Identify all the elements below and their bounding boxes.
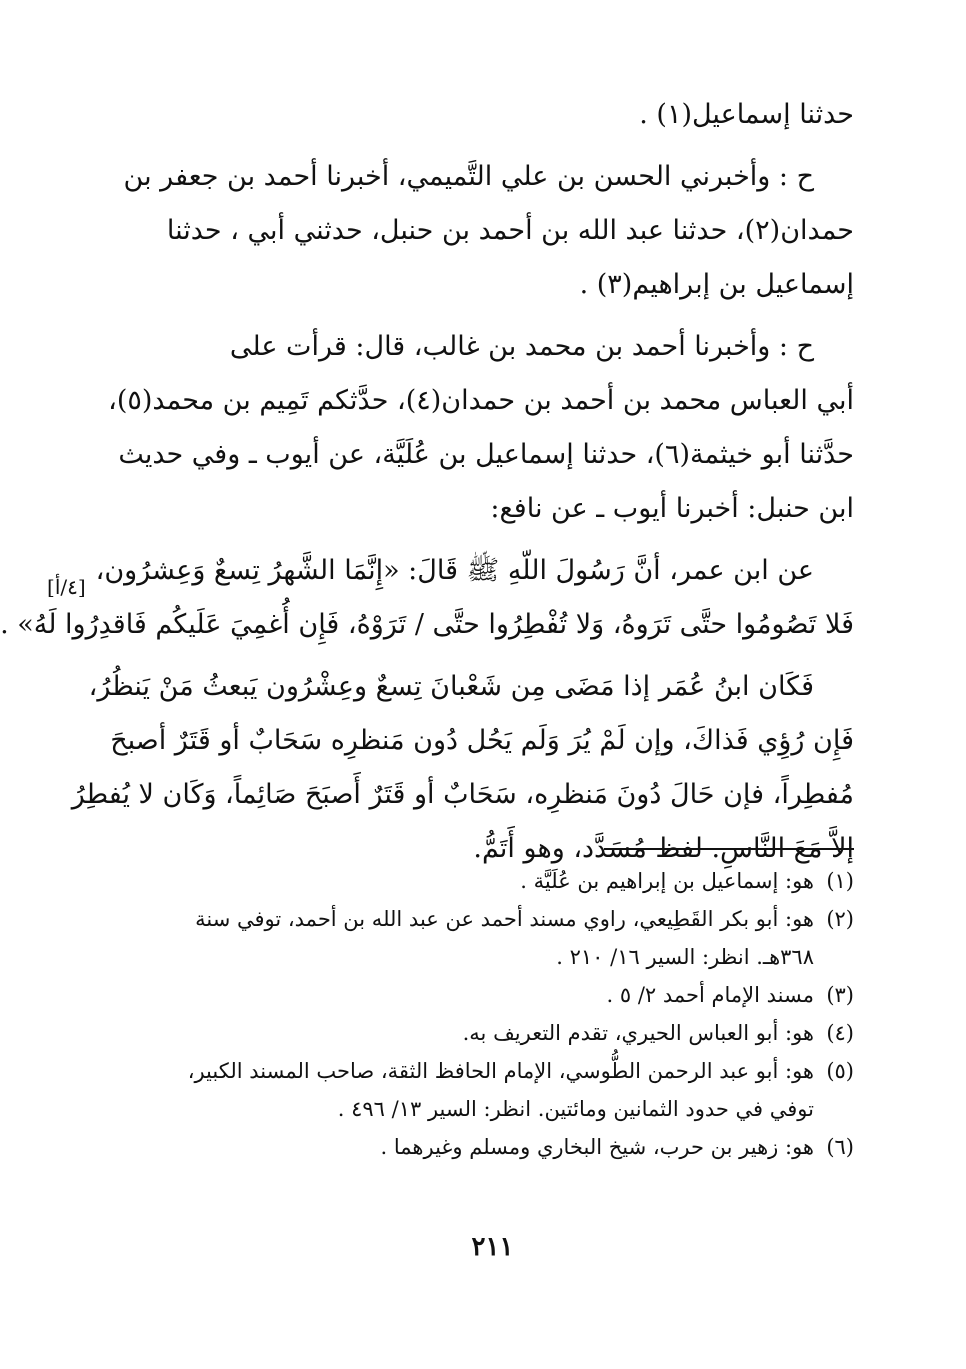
text-line: ابن حنبل: أخبرنا أيوب ـ عن نافع: — [490, 493, 854, 524]
text-line: ح : وأخبرني الحسن بن علي التَّميمي، أخبرنا أحمد بن جعفر بن — [123, 161, 814, 192]
footnote-text: مسند الإمام أحمد ٢/ ٥ . — [606, 983, 814, 1007]
text-line: عن ابن عمر، أنَّ رَسُولَ اللّهِ ﷺ قَالَ: «إِنَّمَا الشَّهرُ تِسعٌ وَعِشرُون، — [95, 555, 814, 586]
footnote-number: (٦) — [826, 1135, 854, 1159]
footnote — [131, 976, 854, 1014]
footnote-text: ٣٦٨هـ. انظر: السير ١٦/ ٢١٠ . — [556, 945, 814, 969]
footnote-number: (٤) — [826, 1021, 854, 1045]
footnote-number: (٥) — [826, 1059, 854, 1083]
footnote-divider — [604, 848, 854, 850]
footnote-number: (٣) — [826, 983, 854, 1007]
text-line: إلاَّ مَعَ النَّاسِ. لفظ مُسَدَّد، وهو أَتَمُّ. — [473, 833, 854, 864]
text-line: مُفطِراً، فإن حَالَ دُونَ مَنظرِه، سَحَابٌ أو قَتَرٌ أَصبَحَ صَائِماً، وَكَان لا يُفطِرُ — [71, 779, 854, 810]
footnote — [131, 1052, 854, 1128]
footnote — [131, 1128, 854, 1166]
text-line: أبي العباس محمد بن أحمد بن حمدان(٤)، حدَّثكم تَمِيم بن محمد(٥)، — [108, 385, 854, 416]
footnote — [131, 900, 854, 976]
footnote-text: هو: زهير بن حرب، شيخ البخاري ومسلم وغيرهما . — [380, 1135, 814, 1159]
manuscript-folio-ref: [٤/أ] — [47, 575, 86, 599]
text-line: فَلا تَصُومُوا حتَّى تَرَوهُ، وَلا تُفْطِرُوا حتَّى / تَرَوْهُ، فَإِن أُغمِيَ عَلَيكُم فَاقدِرُوا لَهُ» . — [0, 609, 854, 640]
footnote-text: هو: أبو بكر القَطِيعي، راوي مسند أحمد عن عبد الله بن أحمد، توفي سنة — [195, 907, 814, 931]
paragraph-3 — [108, 320, 854, 536]
text-line: ح : وأخبرنا أحمد بن محمد بن غالب، قال: قرأت على — [229, 331, 814, 362]
footnote-number: (٢) — [826, 907, 854, 931]
footnote — [131, 862, 854, 900]
text-line: إسماعيل بن إبراهيم(٣) . — [579, 269, 854, 300]
footnote-number: (١) — [826, 869, 854, 893]
footnotes — [131, 862, 854, 1166]
paragraph-1 — [131, 88, 854, 142]
text-line: حمدان(٢)، حدثنا عبد الله بن أحمد بن حنبل، حدثني أبي ، حدثنا — [166, 215, 854, 246]
text-line: فَكَان ابنُ عُمَر إذا مَضَى مِن شَعْبانَ تِسعٌ وعِشْرُون يَبعثُ مَنْ يَنظُرُ، — [88, 671, 814, 702]
paragraph-5 — [71, 660, 854, 876]
text-line: حدثنا إسماعيل(١) . — [639, 99, 854, 130]
footnote-text: هو: إسماعيل بن إبراهيم بن عُلَيَّة . — [520, 869, 814, 893]
footnote-text: توفي في حدود الثمانين ومائتين. انظر: السير ١٣/ ٤٩٦ . — [337, 1097, 814, 1121]
text-line: حدَّثنا أبو خيثمة(٦)، حدثنا إسماعيل بن عُلَيَّة، عن أيوب ـ وفي حديث — [118, 439, 854, 470]
footnote — [131, 1014, 854, 1052]
paragraph-2 — [123, 150, 854, 312]
footnote-text: هو: أبو عبد الرحمن الطُّوسي، الإمام الحافظ الثقة، صاحب المسند الكبير، — [187, 1059, 814, 1083]
footnote-text: هو: أبو العباس الحيري، تقدم التعريف به. — [462, 1021, 814, 1045]
page-number: ٢١١ — [471, 1232, 514, 1262]
text-line: فَإِن رُؤِي فَذاكَ، وإن لَمْ يُرَ وَلَم يَحُل دُون مَنظرِه سَحَابٌ أو قَتَرٌ أصبحَ — [110, 725, 854, 756]
